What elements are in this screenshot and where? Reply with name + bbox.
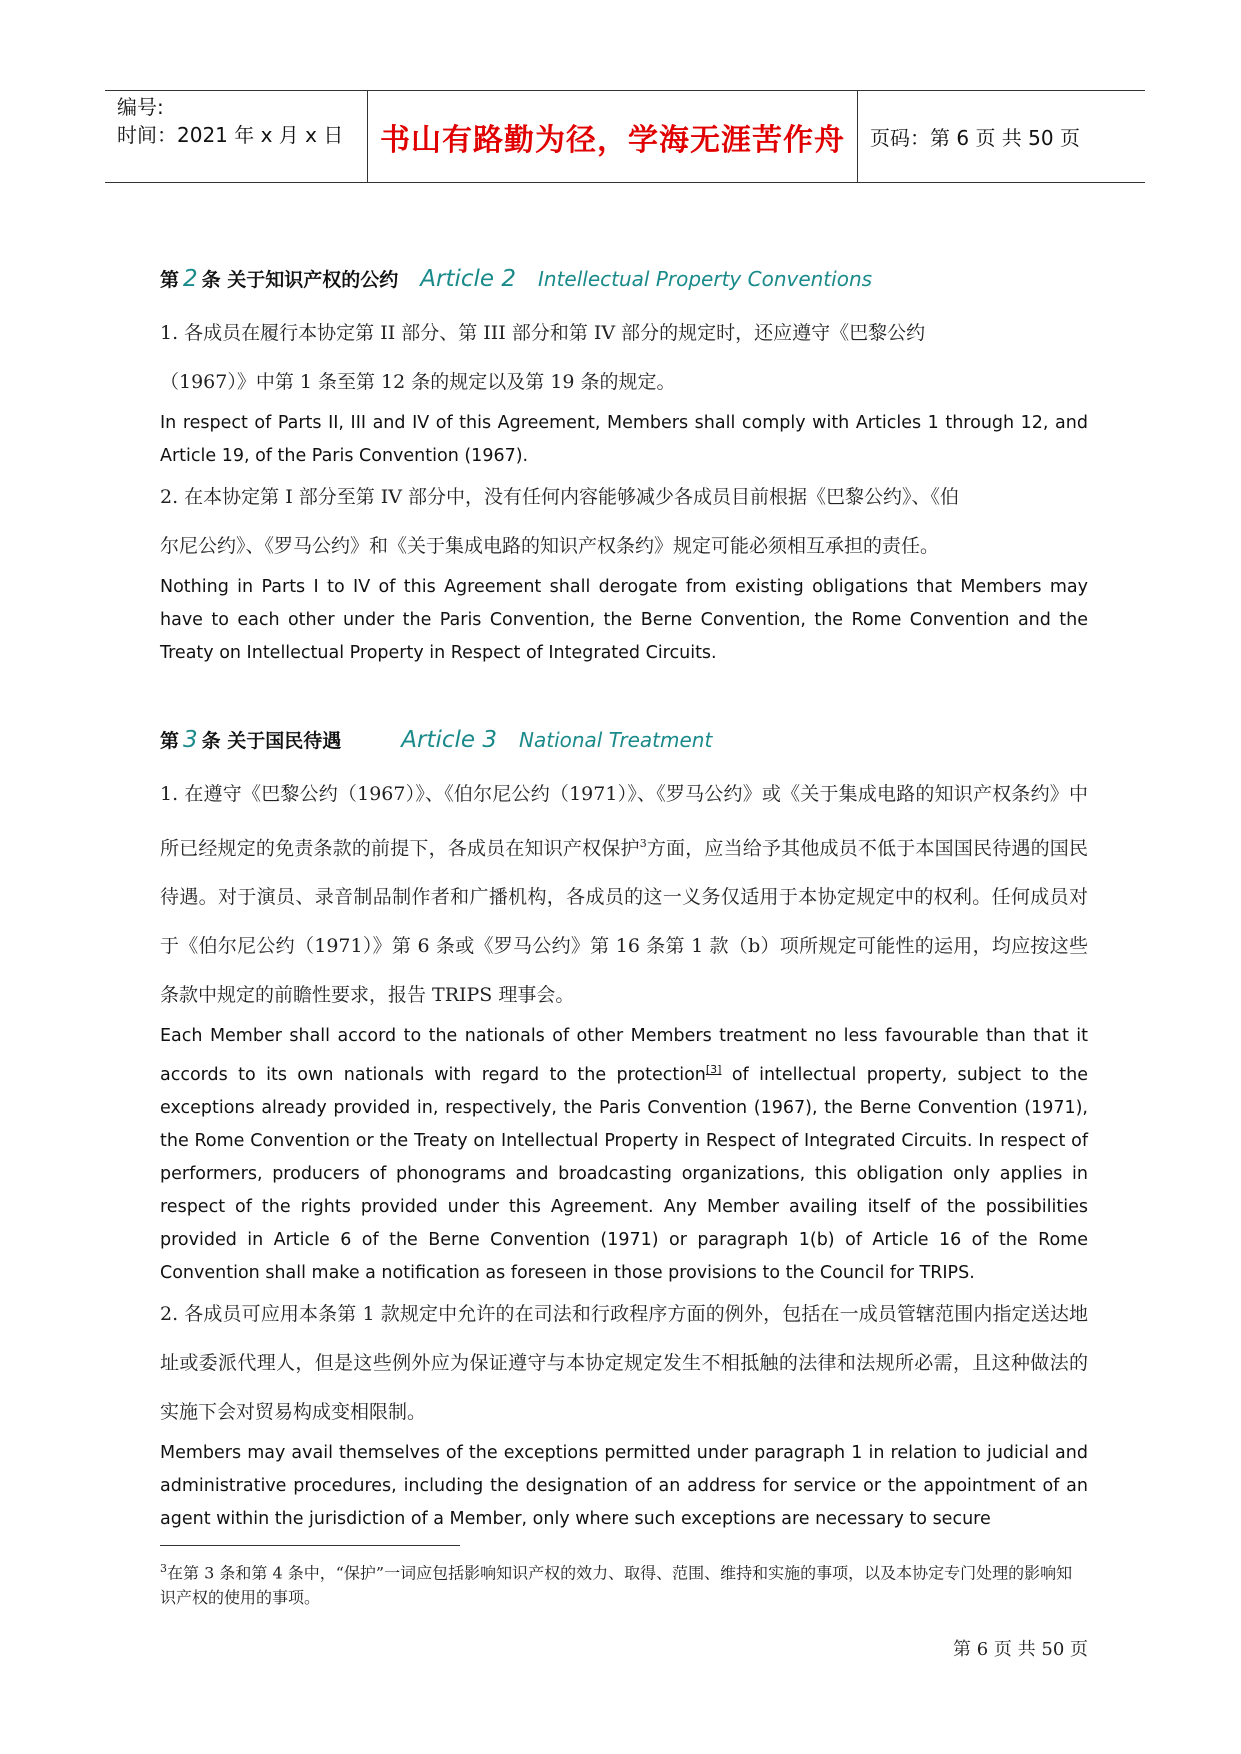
footnote-ref[interactable]: 3	[639, 837, 647, 850]
footnote-link[interactable]: [3]	[705, 1063, 722, 1077]
motto: 书山有路勤为径，学海无涯苦作舟	[368, 91, 858, 182]
article2-p2-zh: 2. 在本协定第 I 部分至第 IV 部分中，没有任何内容能够减少各成员目前根据《巴黎公约》、《伯 尔尼公约》、《罗马公约》和《关于集成电路的知识产权条约》规定可能必须相互承担的责任。	[160, 486, 960, 557]
footnote: $^3$在第 3 条和第 4 条中，“保护”一词应包括影响知识产权的效力、取得、范围、维持和实施的事项，以及本协定专门处理的影响知识产权的使用的事项。	[160, 1562, 1073, 1608]
page-footer: 第 6 页 共 50 页	[953, 1639, 1088, 1660]
article3-p1-zh: 1. 在遵守《巴黎公约（1967）》、《伯尔尼公约（1971）》、《罗马公约》或《关于集成电路的知识产权条约》中所已经规定的免责条款的前提下，各成员在知识产权保护$^3$方面，应当给予其他成员不低于本国国民待遇的国民待遇。对于演员、录音制品制作者和广播机构，各成员的这一义务仅适用于本协定规定中的权利。任何成员对于《伯尔尼公约（1971）》第 6 条或《罗马公约》第 16 条第 1 款（b）项所规定可能性的运用，均应按这些条款中规定的前瞻性要求，报告 TRIPS 理事会。	[160, 783, 1088, 1007]
article2-heading: 第 2 条 关于知识产权的公约 Article 2 Intellectual Property Conventions	[160, 266, 873, 292]
article2-p1-zh: 1. 各成员在履行本协定第 II 部分、第 III 部分和第 IV 部分的规定时，还应遵守《巴黎公约 （1967）》中第 1 条至第 12 条的规定以及第 19 条的规定。	[160, 322, 926, 393]
document-body	[160, 265, 1088, 1536]
page-header	[105, 90, 1145, 183]
article2-p1-en: In respect of Parts II, III and IV of this Agreement, Members shall comply with Articles 1 through 12, and Article 19, of the Paris Convention (1967).	[160, 413, 1088, 466]
page-code: 页码：第 6 页 共 50 页	[870, 126, 1080, 150]
article3-p1-en: Each Member shall accord to the nationals of other Members treatment no less favourable than that it accords to its own nationals with regard to the protection[3] of intellectual property, subject to the exceptions already provided in, respectively, the Paris Convention (1967), the Berne Convention (1971), the Rome Convention or the Treaty on Intellectual Property in Respect of Integrated Circuits. In respect of performers, producers of phonograms and broadcasting organizations, this obligation only applies in respect of the rights provided under this Agreement. Any Member availing itself of the possibilities provided in Article 6 of the Berne Convention (1971) or paragraph 1(b) of Article 16 of the Rome Convention shall make a notification as foreseen in those provisions to the Council for TRIPS.	[160, 1026, 1088, 1284]
header-info	[105, 91, 368, 182]
article3-p2-en: Members may avail themselves of the exceptions permitted under paragraph 1 in relation to judicial and administrative procedures, including the designation of an address for service or the appointment of an agent within the jurisdiction of a Member, only where such exceptions are necessary to secure	[160, 1443, 1088, 1530]
number-label: 编号:	[117, 95, 164, 119]
article3-heading: 第 3 条 关于国民待遇 Article 3 National Treatment	[160, 727, 713, 753]
article3-p2-zh: 2. 各成员可应用本条第 1 款规定中允许的在司法和行政程序方面的例外，包括在一成员管辖范围内指定送达地址或委派代理人，但是这些例外应为保证遵守与本协定规定发生不相抵触的法律和法规所必需，且这种做法的实施下会对贸易构成变相限制。	[160, 1303, 1088, 1424]
article2-p2-en: Nothing in Parts I to IV of this Agreement shall derogate from existing obligations that Members may have to each other under the Paris Convention, the Berne Convention, the Rome Convention and the Treaty on Intellectual Property in Respect of Integrated Circuits.	[160, 577, 1088, 663]
time-label: 时间：2021 年 x 月 x 日	[117, 123, 344, 147]
footnote-divider	[160, 1545, 460, 1546]
